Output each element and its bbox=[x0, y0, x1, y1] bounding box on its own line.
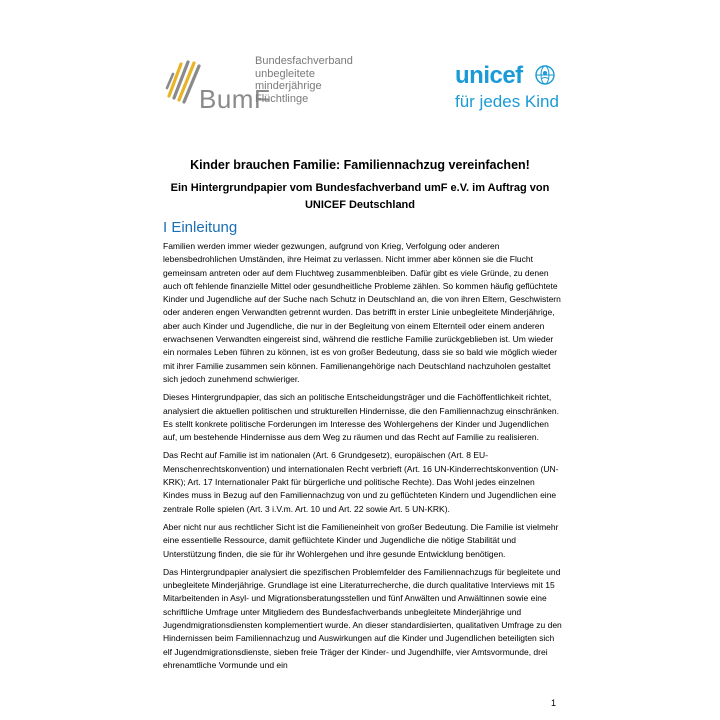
unicef-tagline: für jedes Kind bbox=[455, 92, 559, 111]
subtitle-line: Ein Hintergrundpapier vom Bundesfachverband umF e.V. im Auftrag von bbox=[170, 182, 550, 194]
paragraph: Aber nicht nur aus rechtlicher Sicht ist die Familieneinheit von großer Bedeutung. Die Familie ist vielmehr eine essentielle Ressource, damit geflüchtete Kinder und Jugendliche die nötige Stabilität und Unterstützung finden, die sie für ihr Wohlergehen und ihre gesunde Entwicklung benötigen. bbox=[163, 521, 559, 559]
body-text bbox=[163, 240, 563, 677]
bumf-line: unbegleitete bbox=[255, 67, 315, 80]
paragraph: Dieses Hintergrundpapier, das sich an politische Entscheidungsträger und die Fachöffentlichkeit richtet, analysiert die aktuellen politischen und strukturellen Hindernisse, die den Familiennachzug einschränken. Es stellt konkrete politische Forderungen im Interesse des Wohlergehens der Kinder und Jugendlichen auf, um bestehende Hindernisse aus dem Weg zu räumen und das Recht auf Familie zu realisieren. bbox=[163, 392, 559, 443]
bumf-line: minderjährige bbox=[255, 80, 322, 92]
bumf-stripes-icon bbox=[165, 52, 201, 112]
bumf-wordmark: BumF bbox=[199, 84, 271, 114]
bumf-line: Flüchtlinge bbox=[255, 92, 309, 105]
unicef-globe-icon bbox=[534, 64, 556, 86]
paragraph: Das Hintergrundpapier analysiert die spezifischen Problemfelder des Familiennachzugs für begleitete und unbegleitete Minderjährige. Grundlage ist eine Literaturrecherche, die durch qualitative Interviews mit 15 Mitarbeitenden in Asyl- und Migrationsberatungsstellen und fünf Anwälten und Anwältinnen sowie eine schriftliche Umfrage unter Mitgliedern des Bundesfachverbands unbegleitete Minderjährige und Jugendmigrationsdiensten komplementiert wurde. An dieser standardisierten, qualitativen Umfrage zu den Hindernissen beim Familiennachzug und Auswirkungen auf die Kinder und Jugendlichen beteiligten sich elf Jugendmigrationsdienste, sieben freie Träger der Kinder- und Jugendhilfe, vier Amtsvormunde, drei ehrenamtliche Vormunde und ein bbox=[163, 566, 562, 670]
page-number: 1 bbox=[551, 698, 557, 708]
document-subtitle bbox=[0, 180, 720, 214]
subtitle-line: UNICEF Deutschland bbox=[304, 199, 415, 211]
paragraph: Familien werden immer wieder gezwungen, aufgrund von Krieg, Verfolgung oder anderen lebensbedrohlichen Umständen, ihre Heimat zu verlassen. Nicht immer aber können sie die Flucht gemeinsam antreten oder auf dem Fluchtweg zusammenbleiben. Dafür gibt es viele Gründe, zu denen auch oft fehlende finanzielle Mittel oder gesundheitliche Probleme zählen. So kommen häufig geflüchtete Kinder und Jugendliche auf der Suche nach Schutz in Deutschland an, die von ihren Eltern, Geschwistern oder anderen engen Verwandten getrennt wurden. Das betrifft in erster Linie unbegleitete Minderjährige, aber auch Kinder und Jugendliche, die nur in der Begleitung von einem Elternteil oder einem anderen erwachsenen Verwandten eingereist sind, während die restliche Familie zurückgeblieben ist. Um wieder ein normales Leben führen zu können, ist es von großer Bedeutung, dass sie so bald wie möglich wieder mit ihrer Familie zusammen sein können. Familienangehörige nach Deutschland nachzuholen gestaltet sich jedoch zunehmend schwieriger. bbox=[163, 241, 561, 384]
bumf-logo bbox=[165, 52, 365, 118]
document-title: Kinder brauchen Familie: Familiennachzug vereinfachen! bbox=[190, 158, 530, 172]
unicef-wordmark: unicef bbox=[455, 62, 523, 89]
section-heading: I Einleitung bbox=[163, 219, 238, 236]
bumf-name-lines bbox=[255, 55, 353, 105]
bumf-line: Bundesfachverband bbox=[255, 55, 353, 67]
paragraph: Das Recht auf Familie ist im nationalen (Art. 6 Grundgesetz), europäischen (Art. 8 EU-Menschenrechtskonvention) und internationalen Recht verbrieft (Art. 16 UN-Kinderrechtskonvention (UN-KRK); Art. 17 Internationaler Pakt für bürgerliche und politische Rechte). Das Wohl jedes einzelnen Kindes muss in Bezug auf den Familiennachzug von und zu geflüchteten Kindern und Jugendlichen eine zentrale Rolle spielen (Art. 3 i.V.m. Art. 10 und Art. 22 sowie Art. 5 UN-KRK). bbox=[163, 450, 559, 514]
unicef-logo bbox=[455, 62, 565, 122]
